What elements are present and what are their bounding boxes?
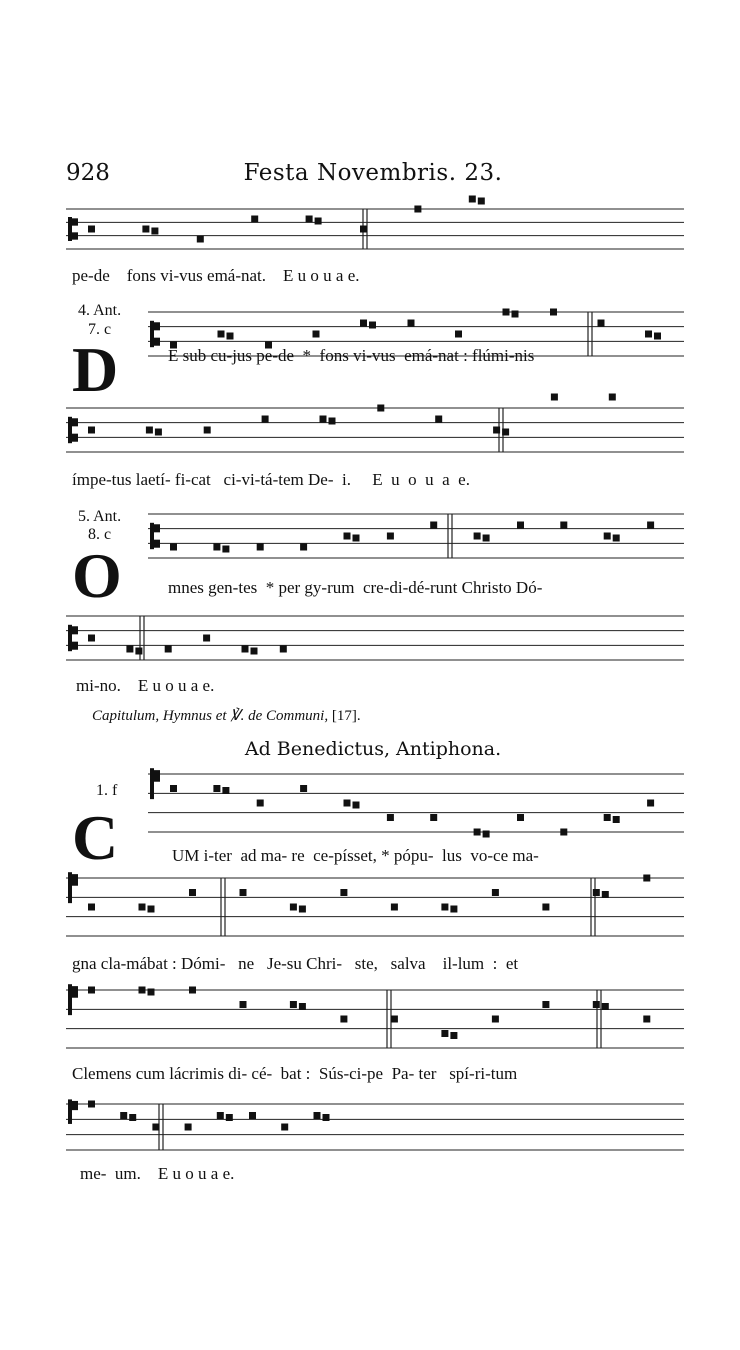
neume xyxy=(251,216,258,223)
clef-glyph xyxy=(72,434,78,442)
neume xyxy=(369,322,376,329)
neume xyxy=(344,800,351,807)
lyric-line: pe-de fons vi-vus emá-nat. E u o u a e. xyxy=(72,266,360,285)
neume xyxy=(313,331,320,338)
neume xyxy=(492,889,499,896)
clef-glyph xyxy=(72,874,78,886)
music-staff xyxy=(66,612,684,664)
clef-glyph xyxy=(154,322,160,330)
neume xyxy=(478,198,485,205)
neume xyxy=(430,522,437,529)
neume xyxy=(262,416,269,423)
clef-glyph xyxy=(154,524,160,532)
rubric-note: Capitulum, Hymnus et ℣. de Communi, [17]. xyxy=(92,708,361,724)
neume xyxy=(551,394,558,401)
neume xyxy=(408,320,415,327)
neume xyxy=(213,785,220,792)
neume xyxy=(189,987,196,994)
neume xyxy=(353,535,360,542)
drop-capital: C xyxy=(72,802,119,873)
neume xyxy=(249,1112,256,1119)
neume xyxy=(550,309,557,316)
neume xyxy=(602,891,609,898)
neume xyxy=(281,1124,288,1131)
section-title: Ad Benedictus, Antiphona. xyxy=(244,738,502,760)
neume xyxy=(450,906,457,913)
neume xyxy=(474,829,481,836)
neume xyxy=(227,333,234,340)
neume xyxy=(360,226,367,233)
neume xyxy=(647,522,654,529)
clef-glyph xyxy=(68,1099,72,1124)
neume xyxy=(609,394,616,401)
lyric-line: me- um. E u o u a e. xyxy=(80,1164,235,1183)
clef-glyph xyxy=(72,218,78,225)
drop-capital: D xyxy=(72,334,119,405)
neume xyxy=(593,1001,600,1008)
neume xyxy=(222,546,229,553)
neume xyxy=(604,814,611,821)
lyric-line: UM i-ter ad ma- re ce-písset, * pópu- lus vo-ce ma- xyxy=(172,846,539,865)
neume xyxy=(560,522,567,529)
neume xyxy=(469,196,476,203)
antiphon-mode: 7. c xyxy=(88,321,112,338)
page-number: 928 xyxy=(66,160,110,186)
neume xyxy=(257,800,264,807)
neume xyxy=(387,533,394,540)
neume xyxy=(455,331,462,338)
neume xyxy=(542,904,549,911)
clef-glyph xyxy=(68,872,72,903)
music-staff xyxy=(148,510,684,562)
antiphon-mode: 8. c xyxy=(88,526,112,543)
lyric-line: mnes gen-tes * per gy-rum cre-di-dé-runt Christo Dó- xyxy=(168,578,543,597)
music-staff xyxy=(66,404,684,456)
neume xyxy=(146,427,153,434)
neume xyxy=(120,1112,127,1119)
neume xyxy=(129,1114,136,1121)
neume xyxy=(604,533,611,540)
neume xyxy=(645,331,652,338)
clef-glyph xyxy=(68,625,72,651)
neume xyxy=(320,416,327,423)
lyric-line: E sub cu-jus pe-de * fons vi-vus emá-nat : flúmi-nis xyxy=(168,346,535,365)
lyric-line: ímpe-tus laetí- fi-cat ci-vi-tá-tem De- i. E u o u a e. xyxy=(72,470,470,489)
neume xyxy=(152,1124,159,1131)
neume xyxy=(155,429,162,436)
neume xyxy=(493,427,500,434)
clef-glyph xyxy=(150,768,154,799)
neume xyxy=(300,785,307,792)
clef-glyph xyxy=(72,418,78,426)
clef-glyph xyxy=(72,642,78,650)
clef-glyph xyxy=(72,986,78,998)
clef-glyph xyxy=(150,321,154,347)
neume xyxy=(280,646,287,653)
neume xyxy=(240,889,247,896)
neume xyxy=(257,544,264,551)
neume xyxy=(643,875,650,882)
neume xyxy=(492,1016,499,1023)
neume xyxy=(139,987,146,994)
neume xyxy=(430,814,437,821)
neume xyxy=(517,814,524,821)
clef-glyph xyxy=(68,417,72,443)
neume xyxy=(602,1003,609,1010)
neume xyxy=(299,1003,306,1010)
music-staff xyxy=(66,874,684,940)
neume xyxy=(290,1001,297,1008)
music-staff xyxy=(148,770,684,836)
page-header xyxy=(66,160,680,190)
neume xyxy=(593,889,600,896)
neume xyxy=(344,533,351,540)
neume xyxy=(360,320,367,327)
music-staff xyxy=(66,986,684,1052)
neume xyxy=(512,311,519,318)
neume xyxy=(88,987,95,994)
neume xyxy=(151,228,158,235)
neume xyxy=(329,418,336,425)
lyric-line: mi-no. E u o u a e. xyxy=(76,676,215,695)
neume xyxy=(502,429,509,436)
neume xyxy=(165,646,172,653)
clef-glyph xyxy=(68,984,72,1015)
neume xyxy=(391,904,398,911)
neume xyxy=(217,1112,224,1119)
clef-glyph xyxy=(72,1101,78,1110)
neume xyxy=(441,904,448,911)
neume xyxy=(647,800,654,807)
lyric-line: Clemens cum lácrimis di- cé- bat : Sús-ci-pe Pa- ter spí-ri-tum xyxy=(72,1064,518,1083)
neume xyxy=(148,906,155,913)
neume xyxy=(435,416,442,423)
neume xyxy=(353,802,360,809)
neume xyxy=(222,787,229,794)
neume xyxy=(315,218,322,225)
neume xyxy=(88,1101,95,1108)
clef-glyph xyxy=(154,338,160,346)
neume xyxy=(218,331,225,338)
neume xyxy=(542,1001,549,1008)
neume xyxy=(323,1114,330,1121)
neume xyxy=(185,1124,192,1131)
neume xyxy=(203,635,210,642)
neume xyxy=(290,904,297,911)
antiphon-label: 4. Ant. xyxy=(78,302,122,319)
neume xyxy=(197,236,204,243)
neume xyxy=(414,206,421,213)
neume xyxy=(377,405,384,412)
neume xyxy=(483,831,490,838)
neume xyxy=(88,635,95,642)
neume xyxy=(148,989,155,996)
neume xyxy=(314,1112,321,1119)
neume xyxy=(226,1114,233,1121)
neume xyxy=(654,333,661,340)
neume xyxy=(242,646,249,653)
neume xyxy=(613,816,620,823)
neume xyxy=(126,646,133,653)
running-title: Festa Novembris. 23. xyxy=(243,160,503,186)
neume xyxy=(139,904,146,911)
clef-glyph xyxy=(68,217,72,241)
clef-glyph xyxy=(154,770,160,782)
neume xyxy=(340,889,347,896)
clef-glyph xyxy=(72,626,78,634)
neume xyxy=(450,1032,457,1039)
antiphon-mode: 1. f xyxy=(96,782,118,799)
neume xyxy=(613,535,620,542)
neume xyxy=(204,427,211,434)
neume xyxy=(387,814,394,821)
neume xyxy=(88,904,95,911)
neume xyxy=(135,648,142,655)
neume xyxy=(251,648,258,655)
neume xyxy=(170,785,177,792)
neume xyxy=(299,906,306,913)
neume xyxy=(170,544,177,551)
antiphon-label: 5. Ant. xyxy=(78,508,122,525)
neume xyxy=(391,1016,398,1023)
lyric-line: gna cla-mábat : Dómi- ne Je-su Chri- ste, salva il-lum : et xyxy=(72,954,519,973)
clef-glyph xyxy=(72,232,78,239)
neume xyxy=(189,889,196,896)
neume xyxy=(517,522,524,529)
drop-capital: O xyxy=(72,540,122,611)
neume xyxy=(474,533,481,540)
neume xyxy=(560,829,567,836)
neume xyxy=(306,216,313,223)
neume xyxy=(598,320,605,327)
neume xyxy=(142,226,149,233)
neume xyxy=(340,1016,347,1023)
neume xyxy=(240,1001,247,1008)
neume xyxy=(441,1030,448,1037)
clef-glyph xyxy=(150,523,154,549)
neume xyxy=(483,535,490,542)
neume xyxy=(88,226,95,233)
music-staff xyxy=(66,205,684,253)
clef-glyph xyxy=(154,540,160,548)
neume xyxy=(300,544,307,551)
music-staff xyxy=(66,1100,684,1154)
neume xyxy=(503,309,510,316)
neume xyxy=(88,427,95,434)
neume xyxy=(213,544,220,551)
neume xyxy=(643,1016,650,1023)
